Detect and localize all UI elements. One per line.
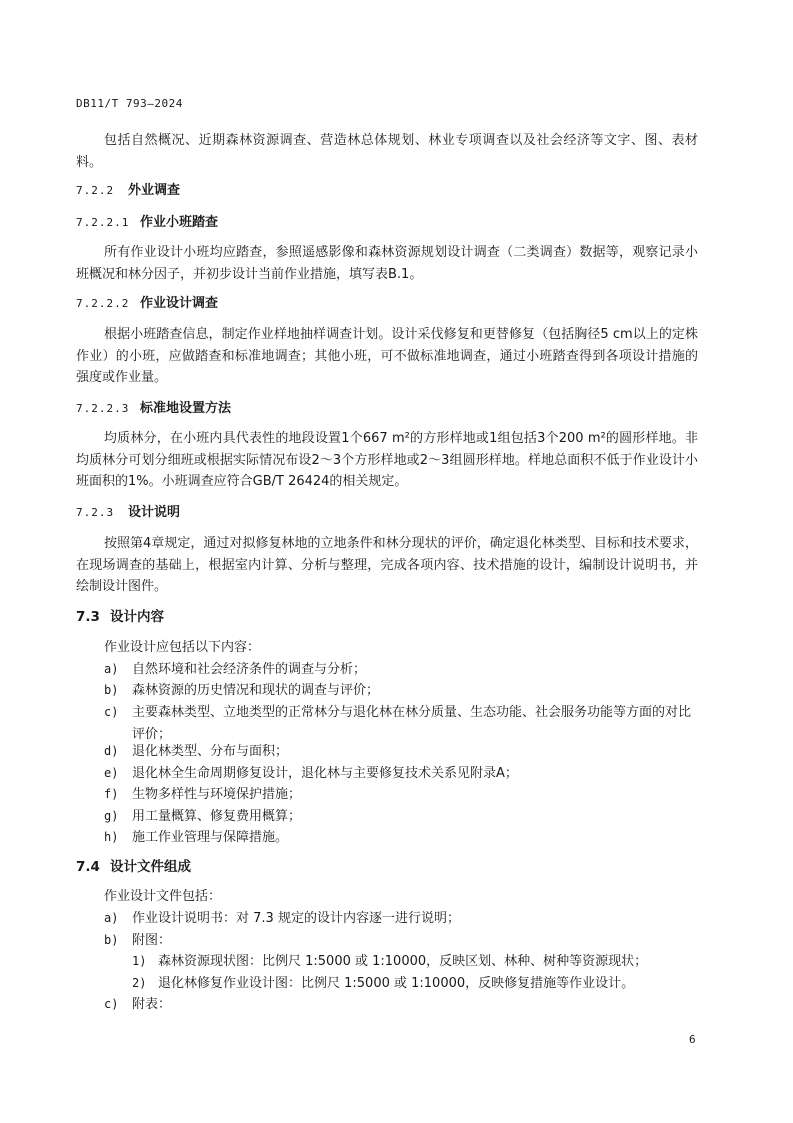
list-text: 自然环境和社会经济条件的调查与分析；: [132, 662, 367, 677]
heading-number: 7.2.2: [76, 184, 115, 197]
list-marker: b): [104, 933, 119, 947]
heading-number: 7.3: [76, 609, 100, 625]
list-text: 退化林修复作业设计图：比例尺 1:5000 或 1:10000，反映修复措施等作业设计。: [158, 976, 635, 991]
heading-title: 作业设计调查: [140, 296, 219, 311]
paragraph-7-2-3: 按照第4章规定，通过对拟修复林地的立地条件和林分现状的评价，确定退化林类型、目标和技术要求，在现场调查的基础上，根据室内计算、分析与整理，完成各项内容、技术措施的设计，编制设计说明书，并绘制设计图件。: [76, 536, 698, 594]
heading-title: 设计内容: [110, 609, 164, 625]
list-text: 生物多样性与环境保护措施；: [132, 787, 302, 802]
list-marker: a): [104, 662, 119, 676]
list-text: 退化林全生命周期修复设计，退化林与主要修复技术关系见附录A；: [132, 766, 518, 781]
list-marker: h): [104, 830, 119, 844]
heading-7-3: [76, 607, 164, 627]
heading-title: 设计文件组成: [110, 859, 191, 875]
heading-number: 7.2.2.2: [76, 297, 130, 310]
section-7-4-lead: 作业设计文件包括：: [104, 889, 222, 904]
heading-title: 设计说明: [128, 505, 181, 520]
list-item: [104, 741, 698, 763]
list-text: 附图：: [132, 933, 172, 948]
list-item: [104, 827, 698, 849]
list-item: [104, 784, 698, 806]
list-marker: e): [104, 766, 119, 780]
list-item: [104, 908, 698, 930]
list-marker: a): [104, 911, 119, 925]
list-marker: c): [104, 997, 119, 1011]
list-item: [104, 930, 698, 952]
sub-list-item: [132, 973, 698, 995]
heading-number: 7.2.3: [76, 506, 115, 519]
heading-7-4: [76, 857, 191, 877]
list-marker: f): [104, 787, 119, 801]
list-item: [104, 806, 698, 828]
list-marker: d): [104, 744, 119, 758]
list-text: 森林资源的历史情况和现状的调查与评价；: [132, 683, 380, 698]
heading-number: 7.4: [76, 859, 100, 875]
list-item: [104, 702, 698, 745]
list-text: 退化林类型、分布与面积；: [132, 744, 289, 759]
list-text: 主要森林类型、立地类型的正常林分与退化林在林分质量、生态功能、社会服务功能等方面的对比评价；: [132, 705, 692, 742]
sub-list-item: [132, 951, 698, 973]
heading-7-2-2-2: [76, 294, 218, 314]
heading-number: 7.2.2.3: [76, 402, 130, 415]
heading-title: 标准地设置方法: [140, 401, 232, 416]
heading-7-2-3: [76, 503, 180, 523]
section-7-3-lead: 作业设计应包括以下内容：: [104, 640, 261, 655]
heading-title: 作业小班踏查: [140, 215, 219, 230]
list-marker: 2): [132, 976, 147, 990]
heading-7-2-2-1: [76, 213, 218, 233]
paragraph-7-2-2-1: 所有作业设计小班均应踏查，参照遥感影像和森林资源规划设计调查（二类调查）数据等，观察记录小班概况和林分因子，并初步设计当前作业措施，填写表B.1。: [76, 245, 698, 282]
list-item: [104, 659, 698, 681]
heading-7-2-2-3: [76, 399, 231, 419]
document-code: DB11/T 793—2024: [76, 97, 183, 110]
list-text: 施工作业管理与保障措施。: [132, 830, 289, 845]
paragraph-7-2-2-3: 均质林分，在小班内具代表性的地段设置1个667 m²的方形样地或1组包括3个200 m²的圆形样地。非均质林分可划分细班或根据实际情况布设2～3个方形样地或2～3组圆形样地。样地总面积不低于作业设计小班面积的1%。小班调查应符合GB/T 26424的相关规定。: [76, 431, 698, 489]
list-text: 作业设计说明书：对 7.3 规定的设计内容逐一进行说明；: [132, 911, 460, 926]
list-text: 用工量概算、修复费用概算；: [132, 809, 302, 824]
paragraph-7-2-2-2: 根据小班踏查信息，制定作业样地抽样调查计划。设计采伐修复和更替修复（包括胸径5 cm以上的定株作业）的小班，应做踏查和标准地调查；其他小班，可不做标准地调查，通过小班踏查得到各项设计措施的强度或作业量。: [76, 327, 698, 385]
list-item: [104, 680, 698, 702]
heading-7-2-2: [76, 181, 180, 201]
list-text: 附表：: [132, 997, 172, 1012]
list-item: [104, 763, 698, 785]
heading-number: 7.2.2.1: [76, 216, 130, 229]
page-number: 6: [689, 1033, 696, 1046]
heading-title: 外业调查: [128, 183, 181, 198]
list-marker: 1): [132, 954, 147, 968]
intro-paragraph: 包括自然概况、近期森林资源调查、营造林总体规划、林业专项调查以及社会经济等文字、图、表材料。: [76, 133, 698, 170]
list-marker: c): [104, 705, 119, 719]
list-marker: b): [104, 683, 119, 697]
list-marker: g): [104, 809, 119, 823]
list-item: [104, 994, 698, 1016]
list-text: 森林资源现状图：比例尺 1:5000 或 1:10000，反映区划、林种、树种等资源现状；: [158, 954, 648, 969]
